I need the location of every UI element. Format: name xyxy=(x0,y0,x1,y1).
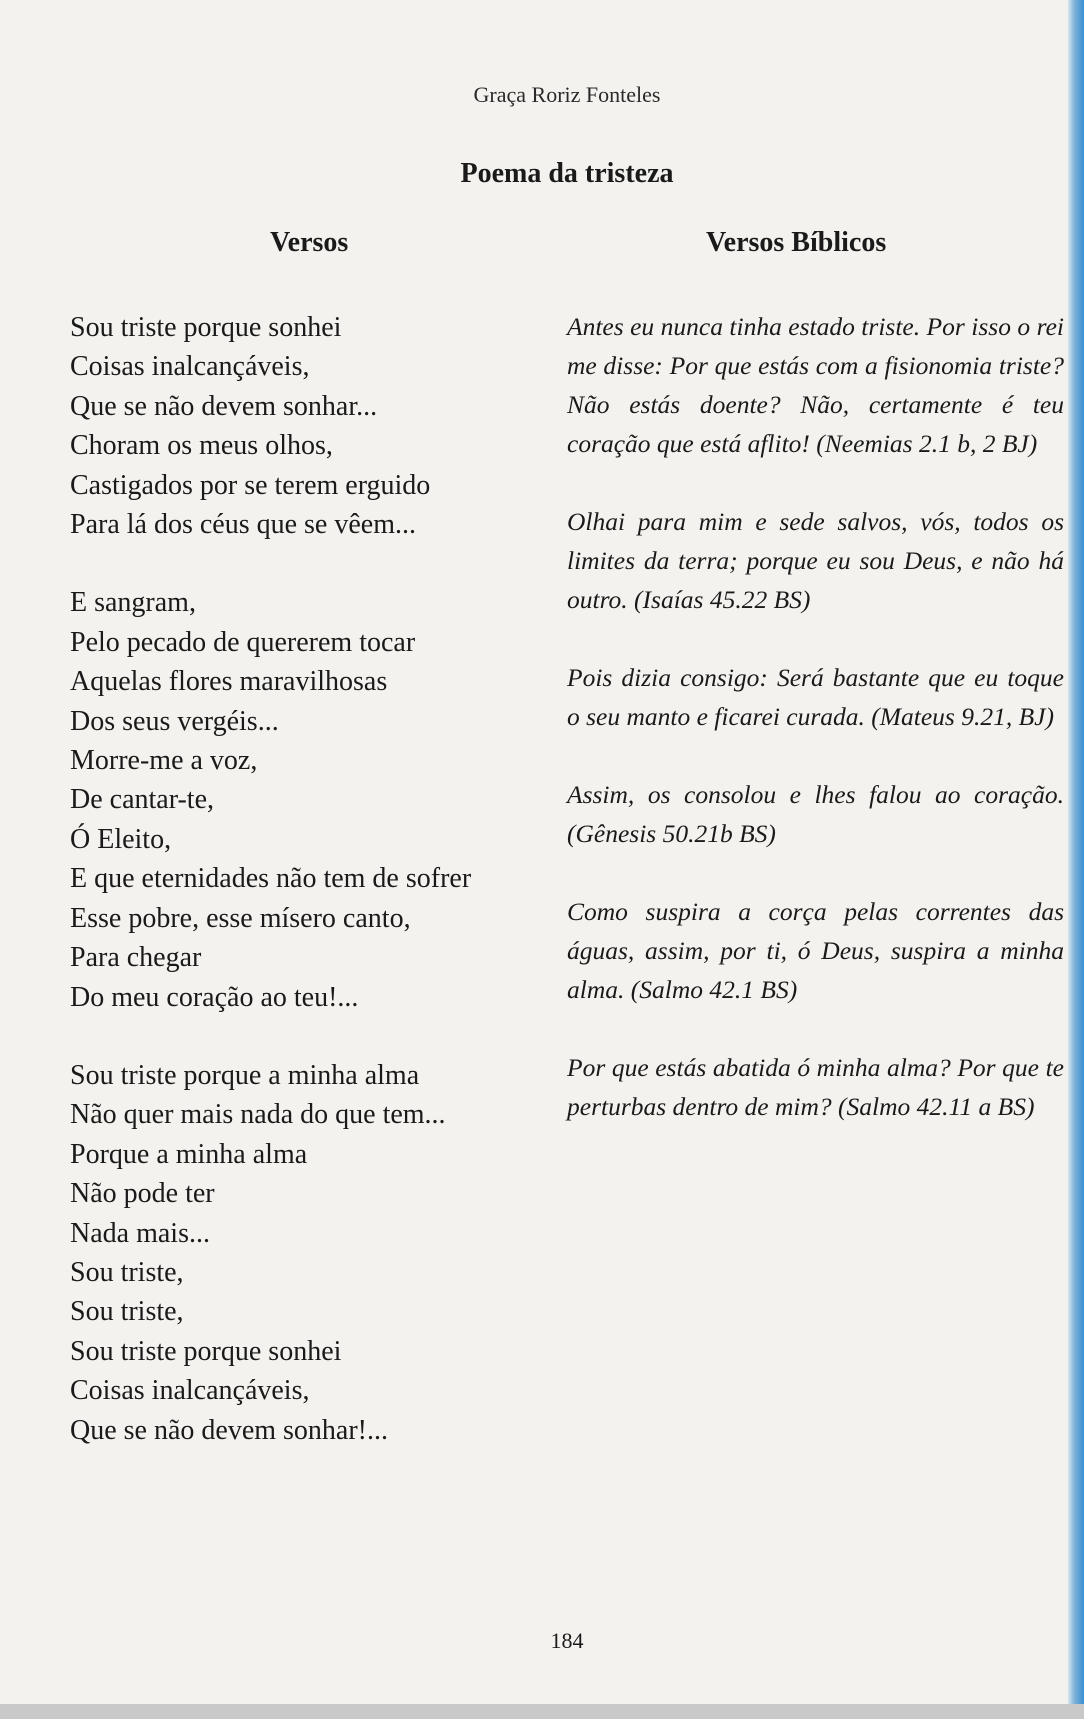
verse-line: Do meu coração ao teu!... xyxy=(70,981,359,1013)
verse-line: Dos seus vergéis... xyxy=(70,705,279,737)
verse-line: Coisas inalcançáveis, xyxy=(70,351,310,383)
verse-line: Pelo pecado de quererem tocar xyxy=(70,626,416,658)
verse-line: Que se não devem sonhar!... xyxy=(70,1414,389,1446)
verse-line: Esse pobre, esse mísero canto, xyxy=(70,902,411,934)
verse-line: Para chegar xyxy=(70,942,202,974)
bible-verses-column-heading: Versos Bíblicos xyxy=(706,227,887,258)
page-number: 184 xyxy=(550,1628,584,1653)
verse-line: Nada mais... xyxy=(70,1217,210,1249)
bible-quote: Por que estás abatida ó minha alma? Por que te perturbas dentro de mim? (Salmo 42.11 a BS) xyxy=(567,1053,1064,1121)
page-bottom-edge xyxy=(0,1704,1084,1719)
verse-line: Castigados por se terem erguido xyxy=(70,469,431,501)
bible-quote: Assim, os consolou e lhes falou ao coração. (Gênesis 50.21b BS) xyxy=(567,780,1064,848)
bible-quote: Como suspira a corça pelas correntes das águas, assim, por ti, ó Deus, suspira a minha alma. (Salmo 42.1 BS) xyxy=(567,897,1064,1004)
verse-line: De cantar-te, xyxy=(70,784,215,816)
verses-column-heading: Versos xyxy=(270,227,349,258)
verse-line: Aquelas flores maravilhosas xyxy=(70,666,388,698)
book-spine-edge xyxy=(1068,0,1084,1719)
verse-line: Morre-me a voz, xyxy=(70,745,258,777)
verse-line: Coisas inalcançáveis, xyxy=(70,1375,310,1407)
verse-line: Choram os meus olhos, xyxy=(70,430,333,462)
stanza xyxy=(70,583,570,1016)
verse-line: Sou triste porque sonhei xyxy=(70,1335,342,1367)
verse-line: Porque a minha alma xyxy=(70,1138,308,1170)
bible-quote: Olhai para mim e sede salvos, vós, todos os limites da terra; porque eu sou Deus, e não há outro. (Isaías 45.22 BS) xyxy=(567,507,1064,614)
bible-verses-column xyxy=(567,307,1064,1126)
stanza xyxy=(70,1056,570,1450)
poem-verses-column xyxy=(70,308,570,1450)
verse-line: Ó Eleito, xyxy=(70,823,172,855)
verse-line: Sou triste, xyxy=(70,1256,184,1288)
verse-line: E que eternidades não tem de sofrer xyxy=(70,863,472,895)
verse-line: Sou triste porque sonhei xyxy=(70,312,342,343)
verse-line: E sangram, xyxy=(70,587,196,619)
poem-title: Poema da tristeza xyxy=(460,158,674,189)
stanza xyxy=(70,308,570,544)
verse-line: Sou triste, xyxy=(70,1296,184,1328)
verse-line: Não pode ter xyxy=(70,1178,215,1210)
bible-quote: Pois dizia consigo: Será bastante que eu toque o seu manto e ficarei curada. (Mateus 9.21, BJ) xyxy=(567,663,1064,731)
verse-line: Para lá dos céus que se vêem... xyxy=(70,509,416,541)
verse-line: Sou triste porque a minha alma xyxy=(70,1059,420,1091)
running-header: Graça Roriz Fonteles xyxy=(473,82,661,107)
verse-line: Não quer mais nada do que tem... xyxy=(70,1099,446,1131)
verse-line: Que se não devem sonhar... xyxy=(70,390,378,422)
bible-quote: Antes eu nunca tinha estado triste. Por isso o rei me disse: Por que estás com a fisionomia triste? Não estás doente? Não, certamente é teu coração que está aflito! (Neemias 2.1 b, 2 BJ) xyxy=(567,312,1064,458)
